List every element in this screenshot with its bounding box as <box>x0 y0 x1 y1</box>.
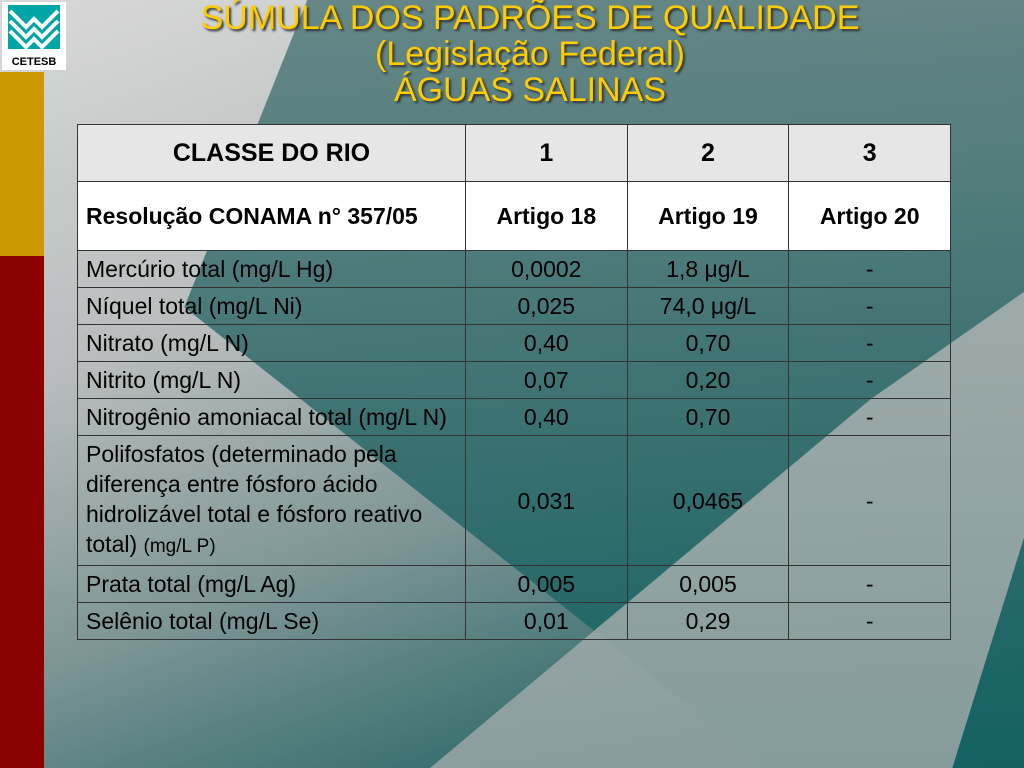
value-class-3: - <box>789 603 951 640</box>
subheader-resolucao: Resolução CONAMA n° 357/05 <box>78 182 466 251</box>
header-class-1: 1 <box>465 125 627 182</box>
header-row <box>78 125 951 182</box>
param-cell: Nitrato (mg/L N) <box>78 325 466 362</box>
gold-stripe <box>0 72 44 256</box>
value-class-1: 0,025 <box>465 288 627 325</box>
value-class-3: - <box>789 325 951 362</box>
red-stripe <box>0 256 44 768</box>
table-row <box>78 603 951 640</box>
subheader-artigo-18: Artigo 18 <box>465 182 627 251</box>
param-cell: Níquel total (mg/L Ni) <box>78 288 466 325</box>
value-class-1: 0,40 <box>465 399 627 436</box>
value-class-3: - <box>789 399 951 436</box>
value-class-1: 0,031 <box>465 436 627 566</box>
value-class-2: 74,0 μg/L <box>627 288 789 325</box>
param-cell: Selênio total (mg/L Se) <box>78 603 466 640</box>
subheader-row <box>78 182 951 251</box>
header-class-2: 2 <box>627 125 789 182</box>
header-class-3: 3 <box>789 125 951 182</box>
table-row <box>78 288 951 325</box>
value-class-2: 0,0465 <box>627 436 789 566</box>
value-class-3: - <box>789 251 951 288</box>
quality-standards-table <box>77 124 951 640</box>
table-row <box>78 436 951 566</box>
table-row <box>78 325 951 362</box>
value-class-1: 0,07 <box>465 362 627 399</box>
param-unit: (mg/L P) <box>143 536 216 557</box>
param-cell: Nitrogênio amoniacal total (mg/L N) <box>78 399 466 436</box>
value-class-1: 0,01 <box>465 603 627 640</box>
param-cell: Prata total (mg/L Ag) <box>78 566 466 603</box>
title-line-3: ÁGUAS SALINAS <box>393 71 667 109</box>
logo-text: CETESB <box>11 56 57 68</box>
value-class-3: - <box>789 566 951 603</box>
value-class-2: 1,8 μg/L <box>627 251 789 288</box>
cetesb-wave-icon <box>8 5 60 49</box>
param-cell <box>78 436 466 566</box>
value-class-1: 0,40 <box>465 325 627 362</box>
table-row <box>78 251 951 288</box>
value-class-2: 0,005 <box>627 566 789 603</box>
value-class-2: 0,20 <box>627 362 789 399</box>
cetesb-logo <box>2 2 66 70</box>
table-row <box>78 566 951 603</box>
table-row <box>78 399 951 436</box>
title-line-1: SÚMULA DOS PADRÕES DE QUALIDADE <box>200 0 860 37</box>
subheader-artigo-20: Artigo 20 <box>789 182 951 251</box>
value-class-1: 0,0002 <box>465 251 627 288</box>
table-row <box>78 362 951 399</box>
value-class-2: 0,70 <box>627 399 789 436</box>
param-cell: Mercúrio total (mg/L Hg) <box>78 251 466 288</box>
page-title <box>130 0 930 108</box>
subheader-artigo-19: Artigo 19 <box>627 182 789 251</box>
value-class-3: - <box>789 436 951 566</box>
param-cell: Nitrito (mg/L N) <box>78 362 466 399</box>
value-class-2: 0,70 <box>627 325 789 362</box>
title-line-2: (Legislação Federal) <box>375 35 685 73</box>
value-class-2: 0,29 <box>627 603 789 640</box>
param-text: Polifosfatos (determinado pela diferença entre fósforo ácido hidrolizável total e fósforo reativo total) <box>86 441 423 557</box>
value-class-1: 0,005 <box>465 566 627 603</box>
value-class-3: - <box>789 288 951 325</box>
header-classe: CLASSE DO RIO <box>78 125 466 182</box>
value-class-3: - <box>789 362 951 399</box>
